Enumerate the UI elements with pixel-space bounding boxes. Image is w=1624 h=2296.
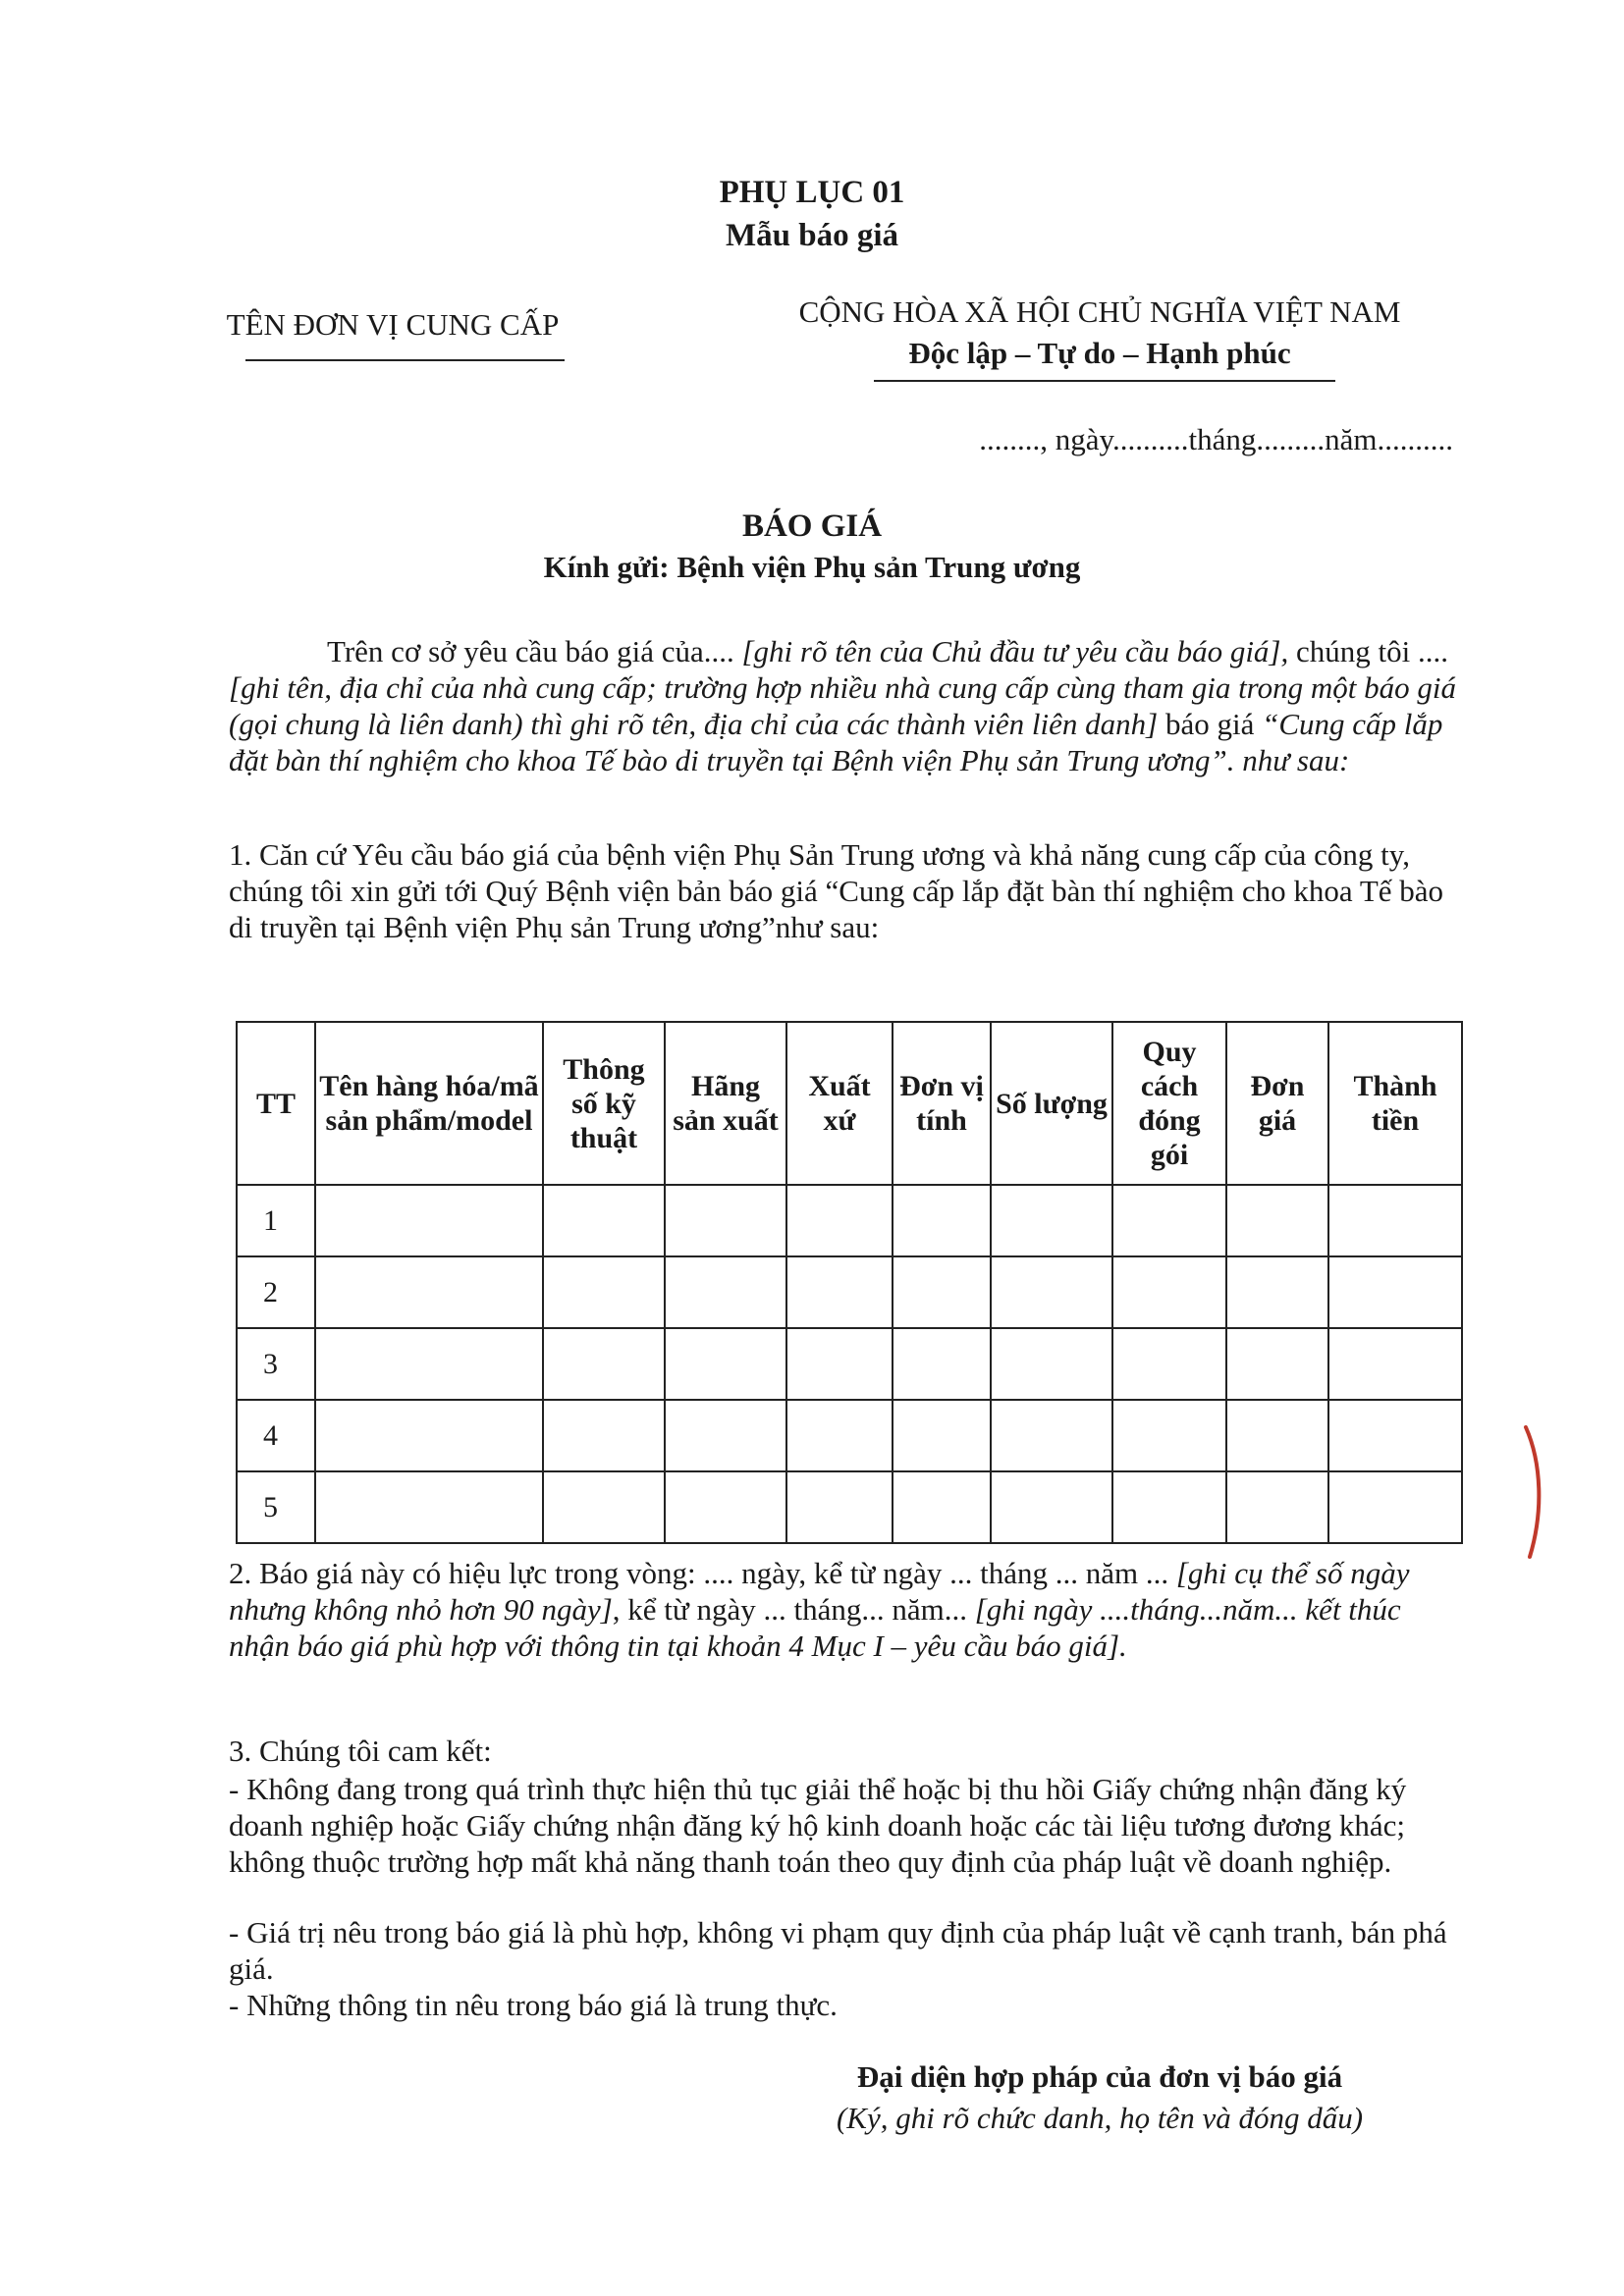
cell-packaging [1112,1471,1226,1543]
cell-item-name [315,1256,543,1328]
header-unit-price: Đơn giá [1226,1022,1328,1185]
supplier-underline [245,359,565,361]
cell-unit-price [1226,1328,1328,1400]
row-number: 1 [237,1185,315,1256]
intro-note-supplier: [ghi tên, địa chỉ của nhà cung cấp; trường hợp nhiều nhà cung cấp cùng tham gia trong một báo giá (gọi chung là liên danh) thì ghi rõ tên, địa chỉ của các thành viên liên danh] [229,670,1456,741]
header-origin: Xuất xứ [786,1022,893,1185]
cell-manufacturer [665,1400,786,1471]
recipient-line: Kính gửi: Bệnh viện Phụ sản Trung ương [543,550,1081,584]
intro-text-2: chúng tôi .... [1296,634,1448,668]
cell-item-name [315,1185,543,1256]
header-unit: Đơn vị tính [893,1022,991,1185]
item-1-paragraph: 1. Căn cứ Yêu cầu báo giá của bệnh viện Phụ Sản Trung ương và khả năng cung cấp của công ty, chúng tôi xin gửi tới Quý Bệnh viện bản báo giá “Cung cấp lắp đặt bàn thí nghiệm cho khoa Tế bào di truyền tại Bệnh viện Phụ sản Trung ương”như sau: [229,837,1444,944]
table-row [237,1400,1462,1471]
header-specs: Thông số kỹ thuật [543,1022,665,1185]
row-number: 2 [237,1256,315,1328]
item-2-note-days: [ghi cụ thể số ngày nhưng không nhỏ hơn 90 ngày] [229,1556,1410,1627]
cell-unit-price [1226,1400,1328,1471]
cell-unit [893,1185,991,1256]
item-2-paragraph [229,1555,1456,1664]
table-row [237,1256,1462,1328]
row-number: 4 [237,1400,315,1471]
cell-origin [786,1400,893,1471]
intro-note-investor: [ghi rõ tên của Chủ đầu tư yêu cầu báo giá], [741,634,1289,668]
header-total: Thành tiền [1328,1022,1462,1185]
cell-packaging [1112,1185,1226,1256]
cell-manufacturer [665,1471,786,1543]
motto-underline [874,380,1335,382]
cell-specs [543,1471,665,1543]
cell-total [1328,1256,1462,1328]
table-row [237,1471,1462,1543]
cell-manufacturer [665,1328,786,1400]
supplier-name: TÊN ĐƠN VỊ CUNG CẤP [226,307,560,342]
header-quantity: Số lượng [991,1022,1112,1185]
cell-origin [786,1256,893,1328]
cell-specs [543,1400,665,1471]
cell-total [1328,1471,1462,1543]
margin-pen-mark [1520,1423,1549,1561]
annex-title: PHỤ LỤC 01 [719,175,905,210]
commitment-item: - Không đang trong quá trình thực hiện thủ tục giải thể hoặc bị thu hồi Giấy chứng nhận đăng ký doanh nghiệp hoặc Giấy chứng nhận đăng ký hộ kinh doanh hoặc các tài liệu tương đương khác; không thuộc trường hợp mất khả năng thanh toán theo quy định của pháp luật về doanh nghiệp. [229,1772,1407,1879]
cell-specs [543,1185,665,1256]
annex-subtitle: Mẫu báo giá [725,218,899,253]
cell-quantity [991,1471,1112,1543]
cell-manufacturer [665,1185,786,1256]
item-2-text-2: , kể từ ngày ... tháng... năm... [612,1592,967,1627]
cell-total [1328,1400,1462,1471]
item-2-text: 2. Báo giá này có hiệu lực trong vòng: .... ngày, kể từ ngày ... tháng ... năm ... [229,1556,1169,1590]
date-line: ........, ngày..........tháng.........năm.......... [979,422,1453,456]
cell-unit-price [1226,1471,1328,1543]
quote-table [236,1021,1463,1544]
cell-manufacturer [665,1256,786,1328]
commitment-item: - Những thông tin nêu trong báo giá là trung thực. [229,1988,838,2022]
intro-quote-name: “Cung cấp lắp đặt bàn thí nghiệm cho khoa Tế bào di truyền tại Bệnh viện Phụ sản Trung ương”. như sau: [229,707,1443,777]
cell-packaging [1112,1256,1226,1328]
cell-quantity [991,1400,1112,1471]
cell-item-name [315,1328,543,1400]
header-manufacturer: Hãng sản xuất [665,1022,786,1185]
cell-origin [786,1471,893,1543]
cell-item-name [315,1400,543,1471]
signature-title: Đại diện hợp pháp của đơn vị báo giá [856,2059,1343,2094]
cell-unit [893,1328,991,1400]
header-packaging: Quy cách đóng gói [1112,1022,1226,1185]
national-motto: Độc lập – Tự do – Hạnh phúc [908,336,1291,370]
table-header-row [237,1022,1462,1185]
item-3-heading: 3. Chúng tôi cam kết: [229,1734,492,1768]
table-row [237,1185,1462,1256]
cell-total [1328,1328,1462,1400]
cell-unit-price [1226,1185,1328,1256]
intro-text-1: Trên cơ sở yêu cầu báo giá của.... [327,634,734,668]
intro-text-3: báo giá [1164,707,1255,741]
item-2-note-date: [ghi ngày ....tháng...năm... kết thúc nhận báo giá phù hợp với thông tin tại khoản 4 Mục I – yêu cầu báo giá]. [229,1592,1401,1663]
cell-unit [893,1256,991,1328]
commitment-item: - Giá trị nêu trong báo giá là phù hợp, không vi phạm quy định của pháp luật về cạnh tranh, bán phá giá. [229,1915,1447,1986]
cell-specs [543,1256,665,1328]
cell-quantity [991,1256,1112,1328]
cell-unit [893,1400,991,1471]
cell-packaging [1112,1328,1226,1400]
cell-total [1328,1185,1462,1256]
intro-paragraph [229,633,1456,778]
table-row [237,1328,1462,1400]
signature-note: (Ký, ghi rõ chức danh, họ tên và đóng dấu) [836,2101,1364,2135]
cell-quantity [991,1328,1112,1400]
row-number: 5 [237,1471,315,1543]
cell-origin [786,1185,893,1256]
header-item-name: Tên hàng hóa/mã sản phẩm/model [315,1022,543,1185]
cell-unit-price [1226,1256,1328,1328]
nation-name: CỘNG HÒA XÃ HỘI CHỦ NGHĨA VIỆT NAM [798,294,1401,329]
cell-specs [543,1328,665,1400]
header-tt: TT [237,1022,315,1185]
row-number: 3 [237,1328,315,1400]
cell-quantity [991,1185,1112,1256]
cell-packaging [1112,1400,1226,1471]
cell-item-name [315,1471,543,1543]
cell-unit [893,1471,991,1543]
document-title: BÁO GIÁ [741,508,883,544]
cell-origin [786,1328,893,1400]
